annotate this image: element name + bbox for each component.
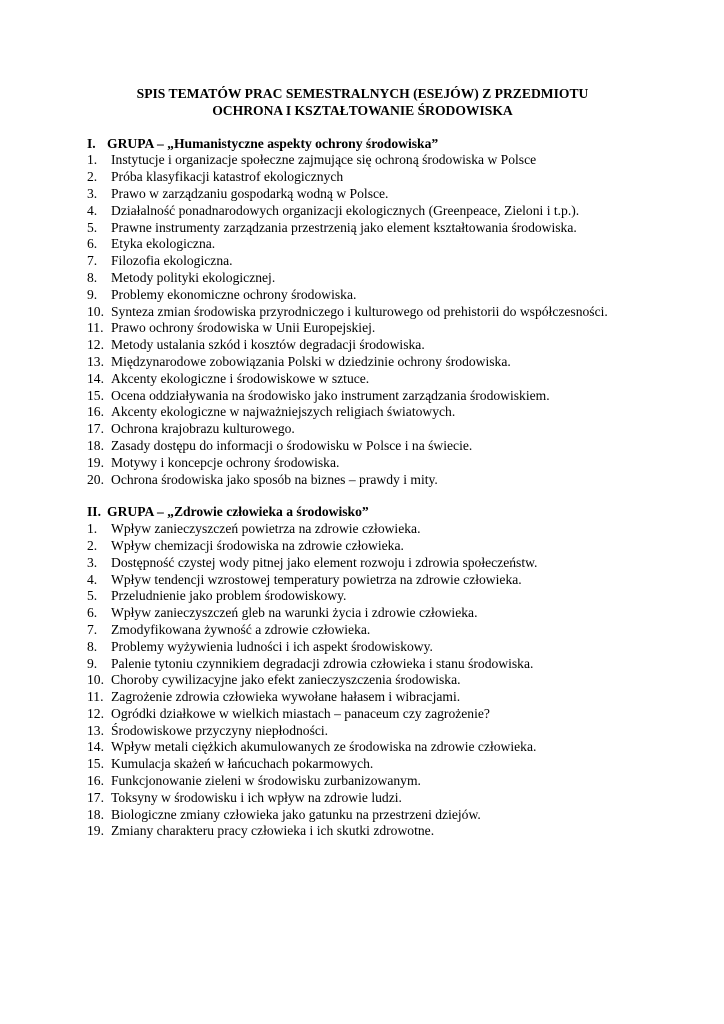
list-item bbox=[87, 706, 638, 723]
list-item bbox=[87, 203, 638, 220]
item-number: 17. bbox=[87, 789, 104, 805]
topic-list bbox=[87, 152, 638, 488]
item-text: Instytucje i organizacje społeczne zajmujące się ochroną środowiska w Polsce bbox=[111, 152, 537, 168]
item-number: 17. bbox=[87, 421, 104, 437]
item-text: Próba klasyfikacji katastrof ekologicznych bbox=[111, 169, 344, 185]
item-number: 4. bbox=[87, 571, 98, 587]
list-item bbox=[87, 823, 638, 840]
topic-list bbox=[87, 521, 638, 840]
list-item bbox=[87, 388, 638, 405]
item-text: Ochrona krajobrazu kulturowego. bbox=[111, 421, 295, 437]
item-text: Międzynarodowe zobowiązania Polski w dziedzinie ochrony środowiska. bbox=[111, 353, 511, 369]
group-heading-text: GRUPA – „Humanistyczne aspekty ochrony środowiska” bbox=[107, 135, 439, 151]
list-item bbox=[87, 672, 638, 689]
item-number: 14. bbox=[87, 739, 104, 755]
item-text: Metody polityki ekologicznej. bbox=[111, 269, 276, 285]
item-text: Przeludnienie jako problem środowiskowy. bbox=[111, 588, 347, 604]
item-text: Wpływ tendencji wzrostowej temperatury powietrza na zdrowie człowieka. bbox=[111, 571, 522, 587]
item-number: 11. bbox=[87, 320, 104, 336]
item-number: 16. bbox=[87, 404, 104, 420]
item-text: Ochrona środowiska jako sposób na biznes – prawdy i mity. bbox=[111, 471, 438, 487]
list-item bbox=[87, 304, 638, 321]
item-text: Zagrożenie zdrowia człowieka wywołane hałasem i wibracjami. bbox=[111, 689, 461, 705]
item-text: Wpływ chemizacji środowiska na zdrowie człowieka. bbox=[111, 537, 404, 553]
list-item bbox=[87, 455, 638, 472]
item-text: Funkcjonowanie zieleni w środowisku zurbanizowanym. bbox=[111, 773, 421, 789]
list-item bbox=[87, 555, 638, 572]
group-heading bbox=[87, 136, 638, 153]
item-text: Zasady dostępu do informacji o środowisku w Polsce i na świecie. bbox=[111, 437, 473, 453]
item-text: Akcenty ekologiczne i środowiskowe w sztuce. bbox=[111, 370, 370, 386]
list-item bbox=[87, 169, 638, 186]
item-number: 6. bbox=[87, 605, 98, 621]
item-number: 8. bbox=[87, 269, 98, 285]
item-number: 7. bbox=[87, 621, 98, 637]
topic-groups bbox=[87, 136, 638, 841]
list-item bbox=[87, 639, 638, 656]
list-item bbox=[87, 186, 638, 203]
list-item bbox=[87, 236, 638, 253]
item-number: 3. bbox=[87, 185, 98, 201]
item-text: Problemy wyżywienia ludności i ich aspekt środowiskowy. bbox=[111, 638, 433, 654]
list-item bbox=[87, 320, 638, 337]
topic-group-2 bbox=[87, 504, 638, 840]
item-number: 7. bbox=[87, 253, 98, 269]
item-number: 6. bbox=[87, 236, 98, 252]
list-item bbox=[87, 572, 638, 589]
list-item bbox=[87, 689, 638, 706]
item-text: Działalność ponadnarodowych organizacji ekologicznych (Greenpeace, Zieloni i t.p.). bbox=[111, 202, 580, 218]
item-number: 5. bbox=[87, 219, 98, 235]
item-text: Wpływ zanieczyszczeń powietrza na zdrowie człowieka. bbox=[111, 521, 421, 537]
item-number: 4. bbox=[87, 202, 98, 218]
title-line-2: OCHRONA I KSZTAŁTOWANIE ŚRODOWISKA bbox=[212, 102, 513, 118]
list-item bbox=[87, 472, 638, 489]
list-item bbox=[87, 723, 638, 740]
item-text: Toksyny w środowisku i ich wpływ na zdrowie ludzi. bbox=[111, 789, 402, 805]
item-text: Wpływ zanieczyszczeń gleb na warunki życia i zdrowie człowieka. bbox=[111, 605, 478, 621]
document-title bbox=[87, 86, 638, 120]
item-number: 2. bbox=[87, 537, 98, 553]
item-text: Ocena oddziaływania na środowisko jako instrument zarządzania środowiskiem. bbox=[111, 387, 550, 403]
list-item bbox=[87, 756, 638, 773]
item-number: 3. bbox=[87, 554, 98, 570]
item-text: Prawne instrumenty zarządzania przestrzenią jako element kształtowania środowiska. bbox=[111, 219, 577, 235]
item-number: 20. bbox=[87, 471, 104, 487]
group-roman-numeral: II. bbox=[87, 504, 101, 520]
list-item bbox=[87, 287, 638, 304]
list-item bbox=[87, 605, 638, 622]
list-item bbox=[87, 521, 638, 538]
item-text: Choroby cywilizacyjne jako efekt zanieczyszczenia środowiska. bbox=[111, 672, 461, 688]
item-text: Środowiskowe przyczyny niepłodności. bbox=[111, 722, 329, 738]
item-number: 12. bbox=[87, 705, 104, 721]
item-text: Metody ustalania szkód i kosztów degradacji środowiska. bbox=[111, 337, 425, 353]
item-text: Akcenty ekologiczne w najważniejszych religiach światowych. bbox=[111, 404, 456, 420]
list-item bbox=[87, 404, 638, 421]
list-item bbox=[87, 588, 638, 605]
item-text: Problemy ekonomiczne ochrony środowiska. bbox=[111, 286, 357, 302]
item-text: Kumulacja skażeń w łańcuchach pokarmowych. bbox=[111, 756, 374, 772]
item-number: 9. bbox=[87, 286, 98, 302]
list-item bbox=[87, 253, 638, 270]
item-text: Palenie tytoniu czynnikiem degradacji zdrowia człowieka i stanu środowiska. bbox=[111, 655, 534, 671]
item-text: Zmodyfikowana żywność a zdrowie człowieka. bbox=[111, 621, 371, 637]
item-text: Biologiczne zmiany człowieka jako gatunku na przestrzeni dziejów. bbox=[111, 806, 481, 822]
item-number: 13. bbox=[87, 722, 104, 738]
list-item bbox=[87, 337, 638, 354]
item-number: 10. bbox=[87, 303, 104, 319]
list-item bbox=[87, 790, 638, 807]
item-text: Motywy i koncepcje ochrony środowiska. bbox=[111, 454, 340, 470]
list-item bbox=[87, 538, 638, 555]
item-number: 13. bbox=[87, 353, 104, 369]
item-number: 18. bbox=[87, 806, 104, 822]
group-heading bbox=[87, 504, 638, 521]
item-number: 16. bbox=[87, 773, 104, 789]
list-item bbox=[87, 270, 638, 287]
group-heading-text: GRUPA – „Zdrowie człowieka a środowisko” bbox=[107, 504, 369, 520]
item-text: Dostępność czystej wody pitnej jako element rozwoju i zdrowia społeczeństw. bbox=[111, 554, 538, 570]
item-text: Ogródki działkowe w wielkich miastach – panaceum czy zagrożenie? bbox=[111, 705, 490, 721]
item-number: 10. bbox=[87, 672, 104, 688]
list-item bbox=[87, 421, 638, 438]
item-number: 12. bbox=[87, 337, 104, 353]
list-item bbox=[87, 773, 638, 790]
item-number: 15. bbox=[87, 387, 104, 403]
item-number: 19. bbox=[87, 454, 104, 470]
item-number: 18. bbox=[87, 437, 104, 453]
item-number: 5. bbox=[87, 588, 98, 604]
item-number: 11. bbox=[87, 689, 104, 705]
item-number: 8. bbox=[87, 638, 98, 654]
list-item bbox=[87, 807, 638, 824]
list-item bbox=[87, 656, 638, 673]
item-text: Prawo w zarządzaniu gospodarką wodną w Polsce. bbox=[111, 185, 389, 201]
item-number: 1. bbox=[87, 152, 98, 168]
item-text: Wpływ metali ciężkich akumulowanych ze środowiska na zdrowie człowieka. bbox=[111, 739, 537, 755]
topic-group-1 bbox=[87, 136, 638, 489]
title-line-1: SPIS TEMATÓW PRAC SEMESTRALNYCH (ESEJÓW) Z PRZEDMIOTU bbox=[136, 86, 589, 101]
item-number: 1. bbox=[87, 521, 98, 537]
list-item bbox=[87, 354, 638, 371]
item-text: Etyka ekologiczna. bbox=[111, 236, 216, 252]
item-number: 15. bbox=[87, 756, 104, 772]
item-number: 9. bbox=[87, 655, 98, 671]
list-item bbox=[87, 152, 638, 169]
item-number: 19. bbox=[87, 823, 104, 839]
list-item bbox=[87, 371, 638, 388]
item-text: Zmiany charakteru pracy człowieka i ich skutki zdrowotne. bbox=[111, 823, 435, 839]
item-text: Filozofia ekologiczna. bbox=[111, 253, 233, 269]
list-item bbox=[87, 622, 638, 639]
list-item bbox=[87, 739, 638, 756]
list-item bbox=[87, 438, 638, 455]
list-item bbox=[87, 220, 638, 237]
item-text: Prawo ochrony środowiska w Unii Europejskiej. bbox=[111, 320, 376, 336]
item-text: Synteza zmian środowiska przyrodniczego i kulturowego od prehistorii do współczesności. bbox=[111, 303, 608, 319]
group-roman-numeral: I. bbox=[87, 135, 96, 151]
item-number: 2. bbox=[87, 169, 98, 185]
item-number: 14. bbox=[87, 370, 104, 386]
